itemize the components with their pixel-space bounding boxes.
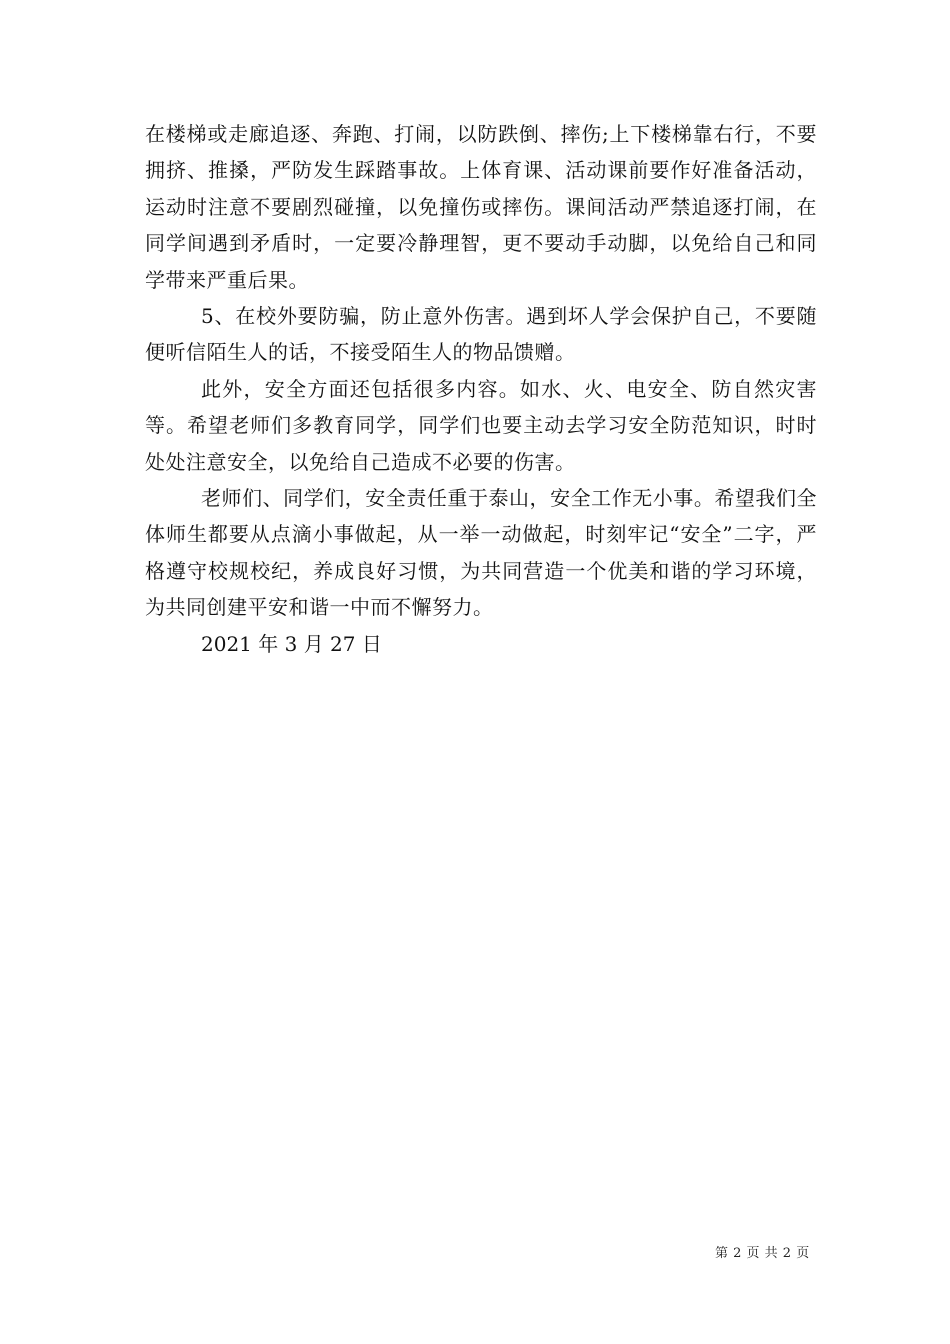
document-date: 2021 年 3 月 27 日	[201, 631, 382, 656]
paragraph-closing-appeal: 老师们、同学们，安全责任重于泰山，安全工作无小事。希望我们全体师生都要从点滴小事做起，从一举一动做起，时刻牢记“安全”二字，严格遵守校规校纪，养成良好习惯，为共同营造一个优美和谐的学习环境，为共同创建平安和谐一中而不懈努力。	[145, 486, 817, 620]
page-number-footer: 第 2 页 共 2 页	[715, 1246, 810, 1261]
document-body	[145, 116, 817, 662]
paragraph-other-safety: 此外，安全方面还包括很多内容。如水、火、电安全、防自然灾害等。希望老师们多教育同学，同学们也要主动去学习安全防范知识，时时处处注意安全，以免给自己造成不必要的伤害。	[145, 376, 817, 474]
paragraph-stair-safety: 在楼梯或走廊追逐、奔跑、打闹，以防跌倒、摔伤;上下楼梯靠右行，不要拥挤、推搡，严防发生踩踏事故。上体育课、活动课前要作好准备活动，运动时注意不要剧烈碰撞，以免撞伤或摔伤。课间活动严禁追逐打闹，在同学间遇到矛盾时，一定要冷静理智，更不要动手动脚，以免给自己和同学带来严重后果。	[145, 122, 817, 292]
paragraph-offcampus-safety: 5、在校外要防骗，防止意外伤害。遇到坏人学会保护自己，不要随便听信陌生人的话，不接受陌生人的物品馈赠。	[145, 304, 817, 365]
